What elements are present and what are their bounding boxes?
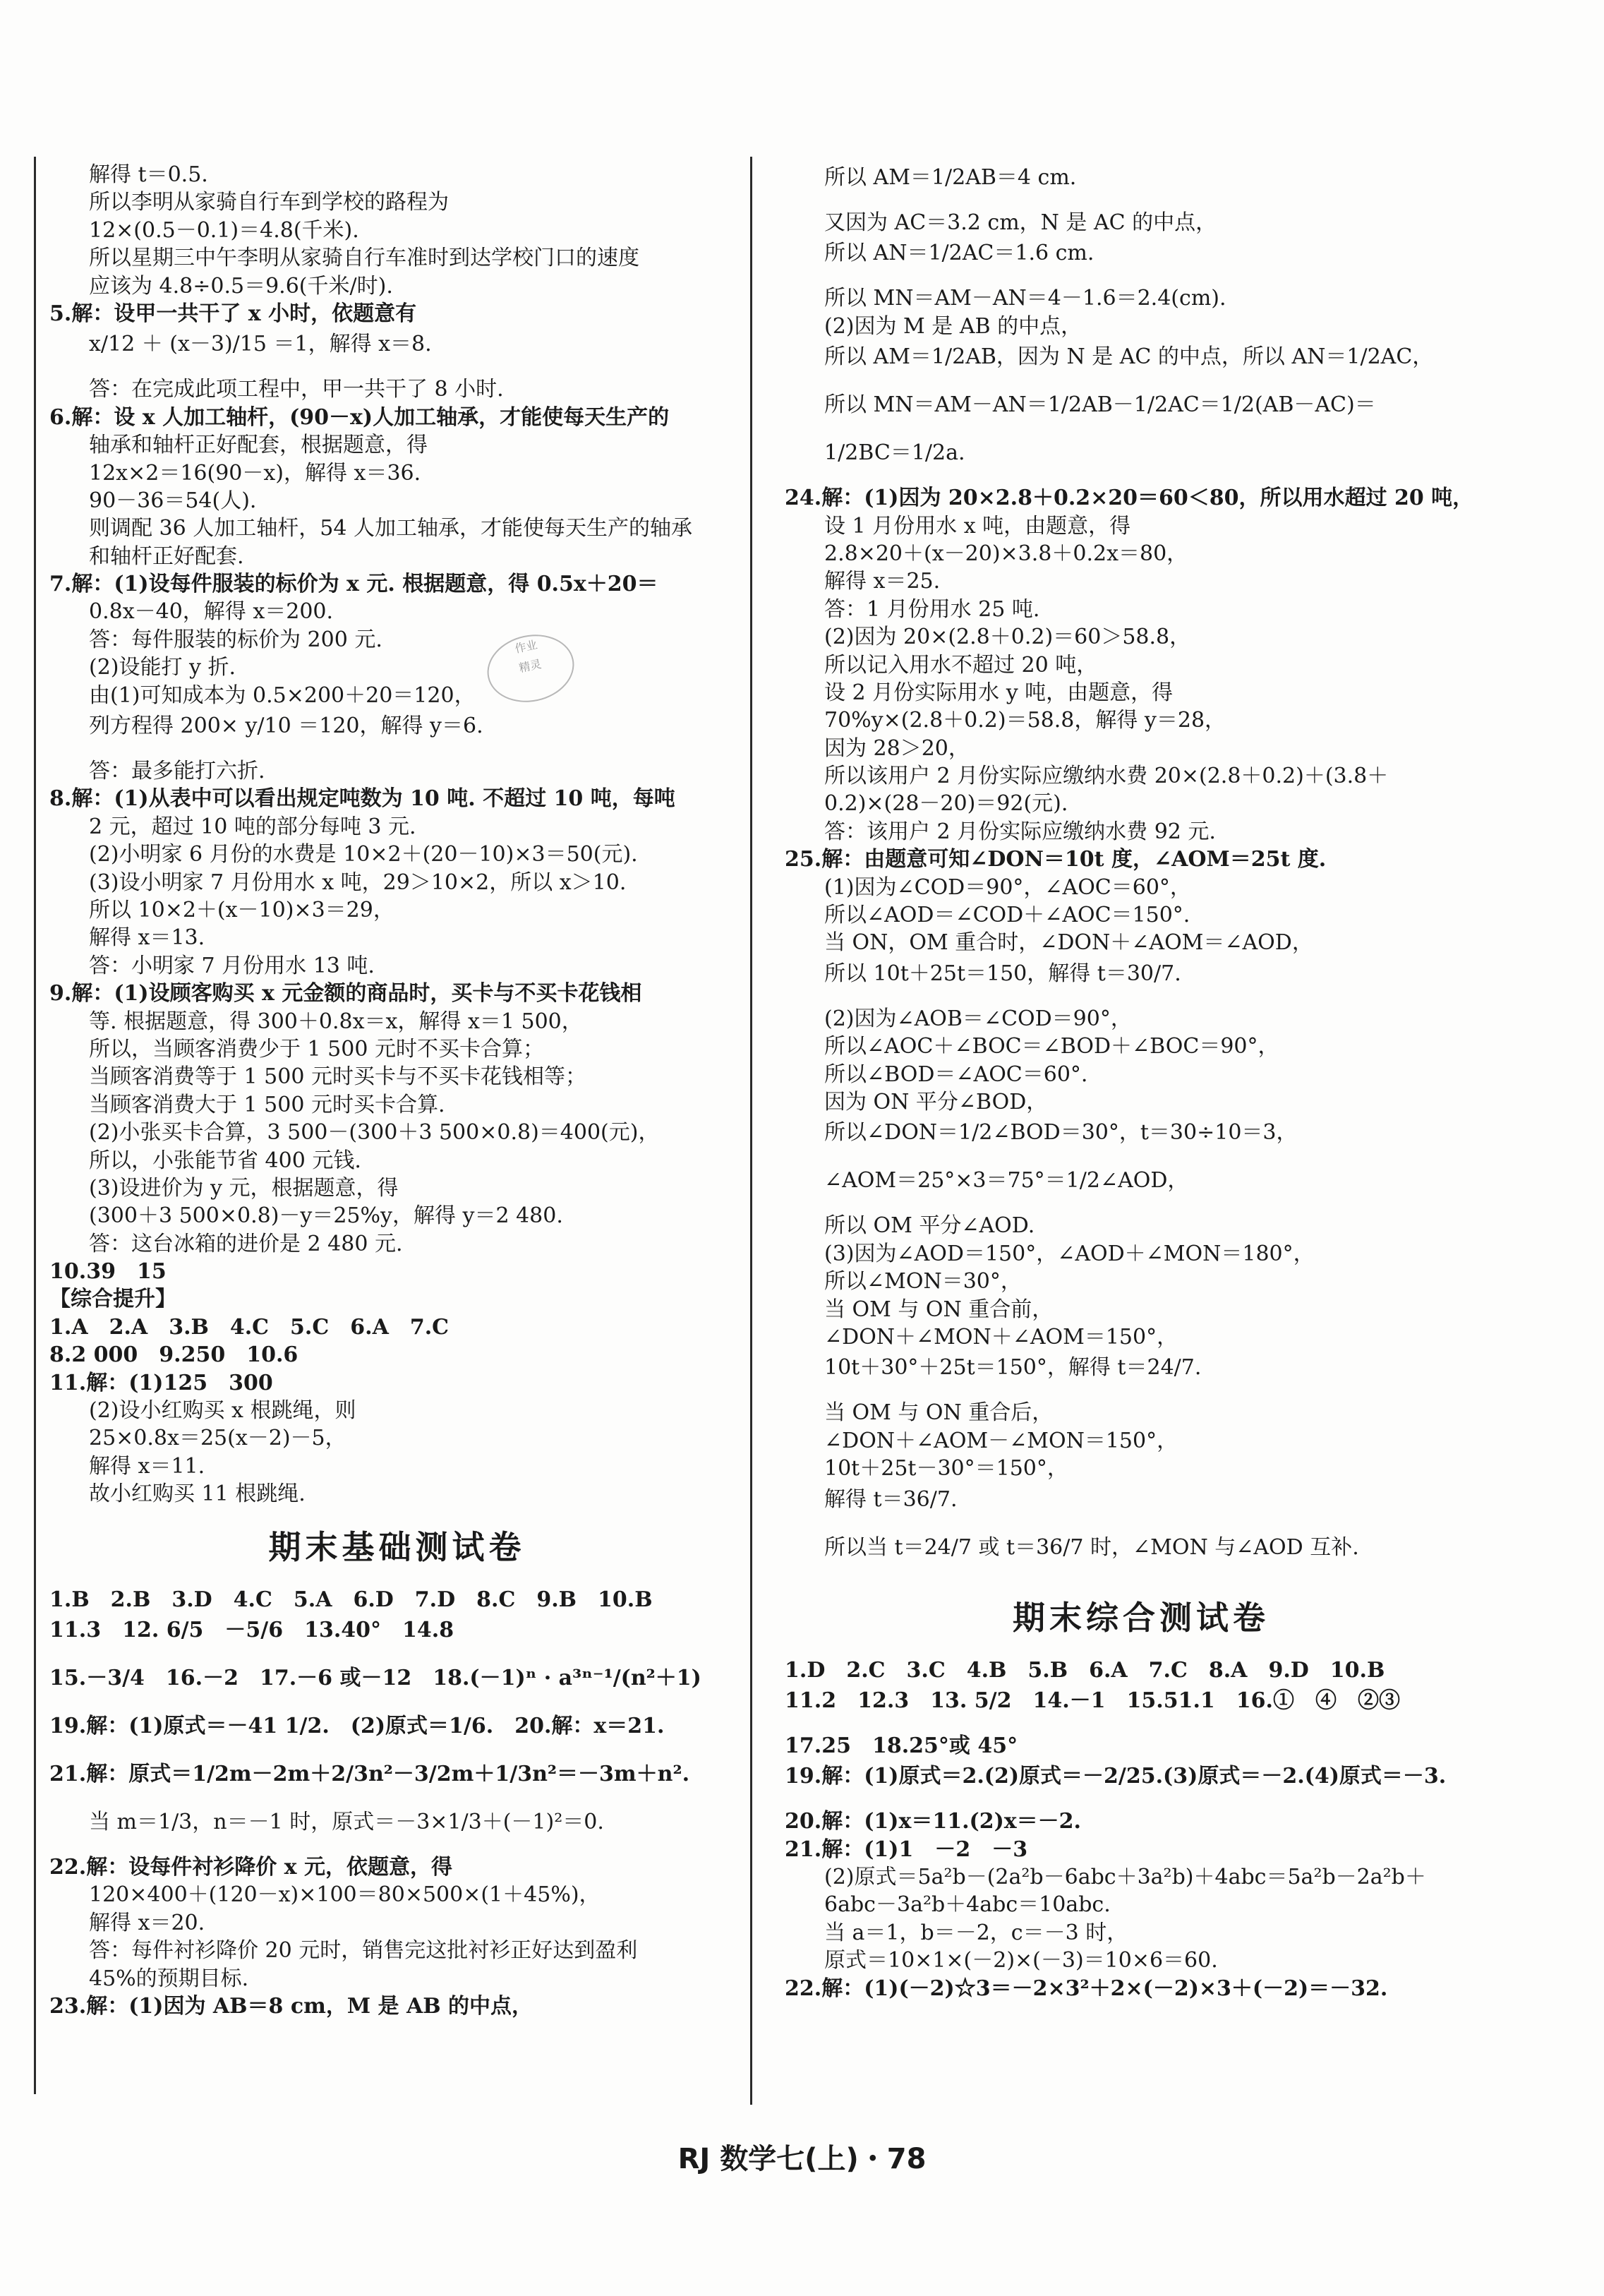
- text-line: 由(1)可知成本为 0.5×200＋20＝120，: [89, 683, 476, 708]
- text-line: 所以∠AOC＋∠BOC＝∠BOD＋∠BOC＝90°，: [824, 1034, 1279, 1059]
- page-footer: RJ 数学七(上)・78: [677, 2143, 927, 2175]
- text-line: 所以 MN＝AM－AN＝1/2AB－1/2AC＝1/2(AB－AC)＝: [824, 392, 1376, 418]
- text-line: 70%y×(2.8＋0.2)＝58.8，解得 y＝28，: [824, 708, 1226, 733]
- text-line: 0.2)×(28－20)＝92(元).: [824, 791, 1068, 817]
- text-line: (2)原式＝5a²b－(2a²b－6abc＋3a²b)＋4abc＝5a²b－2a²b＋: [824, 1865, 1426, 1890]
- text-line: 又因为 AC＝3.2 cm，N 是 AC 的中点，: [824, 210, 1217, 235]
- text-line: 所以 10×2＋(x－10)×3＝29，: [89, 897, 394, 922]
- text-line: 0.8x－40，解得 x＝200.: [89, 599, 334, 625]
- text-line: ∠AOM＝25°×3＝75°＝1/2∠AOD，: [824, 1168, 1189, 1194]
- text-line: 120×400＋(120－x)×100＝80×500×(1＋45%)，: [89, 1882, 601, 1908]
- text-line: 所以 MN＝AM－AN＝4－1.6＝2.4(cm).: [824, 286, 1226, 311]
- text-line: (3)因为∠AOD＝150°，∠AOD＋∠MON＝180°，: [824, 1241, 1315, 1266]
- text-line: 因为 28＞20，: [824, 735, 970, 761]
- text-line: 10.39 15: [49, 1259, 167, 1285]
- text-line: 10t＋30°＋25t＝150°，解得 t＝24/7.: [824, 1355, 1202, 1381]
- text-line: 当 ON，OM 重合时，∠DON＋∠AOM＝∠AOD，: [824, 930, 1313, 956]
- text-line: 当 OM 与 ON 重合前，: [824, 1297, 1054, 1322]
- text-line: 答：在完成此项工程中，甲一共干了 8 小时.: [89, 377, 504, 402]
- text-line: 45%的预期目标.: [89, 1966, 249, 1991]
- text-line: 所以∠MON＝30°，: [824, 1269, 1022, 1294]
- text-line: 答：1 月份用水 25 吨.: [824, 596, 1040, 622]
- text-line: 解得 t＝0.5.: [89, 162, 208, 187]
- text-line: 所以该用户 2 月份实际应缴纳水费 20×(2.8＋0.2)＋(3.8＋: [824, 764, 1389, 789]
- text-line: 1.D 2.C 3.C 4.B 5.B 6.A 7.C 8.A 9.D 10.B: [785, 1657, 1385, 1683]
- text-line: 1.B 2.B 3.D 4.C 5.A 6.D 7.D 8.C 9.B 10.B: [49, 1587, 653, 1612]
- text-line: 所以，小张能节省 400 元钱.: [89, 1148, 361, 1173]
- text-line: 22.解：(1)(－2)☆3＝－2×3²＋2×(－2)×3＋(－2)＝－32.: [785, 1976, 1388, 2001]
- text-line: 90－36＝54(人).: [89, 488, 257, 513]
- text-line: 5.解：设甲一共干了 x 小时，依题意有: [49, 301, 417, 326]
- text-line: (2)小张买卡合算，3 500－(300＋3 500×0.8)＝400(元)，: [89, 1120, 660, 1146]
- text-line: 21.解：(1)1 －2 －3: [785, 1837, 1028, 1862]
- text-line: 解得 t＝36/7.: [824, 1486, 958, 1512]
- text-line: 答：这台冰箱的进价是 2 480 元.: [89, 1231, 403, 1256]
- text-line: 25.解：由题意可知∠DON＝10t 度，∠AOM＝25t 度.: [785, 847, 1327, 872]
- text-line: 设 2 月份实际用水 y 吨，由题意，得: [824, 680, 1174, 705]
- text-line: (2)设能打 y 折.: [89, 655, 236, 680]
- text-line: 22.解：设每件衬衫降价 x 元，依题意，得: [49, 1854, 452, 1880]
- text-line: 当顾客消费等于 1 500 元时买卡与不买卡花钱相等；: [89, 1064, 586, 1090]
- text-line: 因为 ON 平分∠BOD，: [824, 1089, 1048, 1114]
- text-line: 当 a＝1，b＝－2，c＝－3 时，: [824, 1920, 1128, 1945]
- text-line: 12×(0.5－0.1)＝4.8(千米).: [89, 217, 359, 243]
- text-line: 6abc－3a²b＋4abc＝10abc.: [824, 1892, 1111, 1918]
- text-line: 轴承和轴杆正好配套，根据题意，得: [89, 433, 428, 458]
- text-line: 答：每件衬衫降价 20 元时，销售完这批衬衫正好达到盈利: [89, 1938, 638, 1964]
- text-line: 所以星期三中午李明从家骑自行车准时到达学校门口的速度: [89, 246, 639, 271]
- text-line: (2)设小红购买 x 根跳绳，则: [89, 1398, 356, 1424]
- text-line: 故小红购买 11 根跳绳.: [89, 1481, 306, 1507]
- text-line: 所以 AM＝1/2AB＝4 cm.: [824, 165, 1077, 190]
- text-line: 所以李明从家骑自行车到学校的路程为: [89, 190, 449, 215]
- section-heading: 期末基础测试卷: [268, 1527, 526, 1566]
- text-line: 则调配 36 人加工轴杆，54 人加工轴承，才能使每天生产的轴承: [89, 516, 692, 541]
- text-line: 解得 x＝11.: [89, 1453, 205, 1479]
- text-line: 25×0.8x＝25(x－2)－5，: [89, 1426, 346, 1451]
- text-line: 7.解：(1)设每件服装的标价为 x 元. 根据题意，得 0.5x＋20＝: [49, 572, 658, 597]
- text-line: 解得 x＝25.: [824, 569, 941, 594]
- left-column: [49, 161, 744, 2020]
- text-line: (2)因为 20×(2.8＋0.2)＝60＞58.8，: [824, 625, 1191, 650]
- text-line: (3)设进价为 y 元，根据题意，得: [89, 1175, 399, 1201]
- text-line: 2 元，超过 10 吨的部分每吨 3 元.: [89, 814, 416, 839]
- text-line: 所以∠DON＝1/2∠BOD＝30°，t＝30÷10＝3，: [824, 1120, 1298, 1146]
- text-line: 所以，当顾客消费少于 1 500 元时不买卡合算；: [89, 1036, 544, 1062]
- text-line: 答：最多能打六折.: [89, 759, 265, 784]
- text-line: 2.8×20＋(x－20)×3.8＋0.2x＝80，: [824, 541, 1188, 566]
- right-column: [785, 161, 1497, 2002]
- text-line: 9.解：(1)设顾客购买 x 元金额的商品时，买卡与不买卡花钱相: [49, 981, 642, 1006]
- text-line: 19.解：(1)原式＝2.(2)原式＝－2/25.(3)原式＝－2.(4)原式＝－3.: [785, 1764, 1447, 1789]
- text-line: 12x×2＝16(90－x)，解得 x＝36.: [89, 460, 421, 486]
- text-line: 11.2 12.3 13. 5/2 14.－1 15.51.1 16.① ④ ②③: [785, 1688, 1400, 1713]
- section-heading: 期末综合测试卷: [1013, 1598, 1270, 1637]
- text-line: (2)小明家 6 月份的水费是 10×2＋(20－10)×3＝50(元).: [89, 842, 638, 867]
- text-line: 解得 x＝13.: [89, 925, 205, 951]
- column-divider: [750, 157, 752, 2105]
- stamp-text-top: 作业: [513, 637, 539, 656]
- text-line: 11.解：(1)125 300: [49, 1370, 273, 1395]
- text-line: 答：每件服装的标价为 200 元.: [89, 627, 382, 652]
- text-line: 当顾客消费大于 1 500 元时买卡合算.: [89, 1092, 445, 1117]
- text-line: 11.3 12. 6/5 －5/6 13.40° 14.8: [49, 1617, 454, 1642]
- text-line: 所以 OM 平分∠AOD.: [824, 1213, 1035, 1239]
- text-line: 列方程得 200× y/10 ＝120，解得 y＝6.: [89, 714, 483, 739]
- text-line: 10t＋25t－30°＝150°，: [824, 1456, 1068, 1481]
- text-line: x/12 ＋ (x－3)/15 ＝1，解得 x＝8.: [89, 332, 432, 357]
- text-line: 15.－3/4 16.－2 17.－6 或－12 18.(－1)ⁿ · a³ⁿ⁻¹/(n²＋1): [49, 1665, 701, 1690]
- text-line: 17.25 18.25°或 45°: [785, 1733, 1018, 1758]
- text-line: 1.A 2.A 3.B 4.C 5.C 6.A 7.C: [49, 1314, 450, 1340]
- text-line: (2)因为∠AOB＝∠COD＝90°，: [824, 1006, 1132, 1031]
- text-line: 原式＝10×1×(－2)×(－3)＝10×6＝60.: [824, 1948, 1218, 1973]
- text-line: 21.解：原式＝1/2m－2m＋2/3n²－3/2m＋1/3n²＝－3m＋n².: [49, 1761, 690, 1786]
- text-line: 答：小明家 7 月份用水 13 吨.: [89, 953, 375, 978]
- stamp-text-bottom: 精灵: [517, 656, 543, 675]
- text-line: 解得 x＝20.: [89, 1910, 205, 1935]
- text-line: ∠DON＋∠AOM－∠MON＝150°，: [824, 1428, 1178, 1453]
- text-line: 答：该用户 2 月份实际应缴纳水费 92 元.: [824, 819, 1216, 844]
- text-line: 所以 10t＋25t＝150，解得 t＝30/7.: [824, 961, 1181, 986]
- text-line: 所以 AM＝1/2AB，因为 N 是 AC 的中点，所以 AN＝1/2AC，: [824, 344, 1434, 370]
- text-line: 所以∠AOD＝∠COD＋∠AOC＝150°.: [824, 903, 1190, 928]
- text-line: 8.2 000 9.250 10.6: [49, 1342, 299, 1368]
- text-line: 当 OM 与 ON 重合后，: [824, 1400, 1054, 1426]
- text-line: 23.解：(1)因为 AB＝8 cm，M 是 AB 的中点，: [49, 1993, 533, 2019]
- text-line: (1)因为∠COD＝90°，∠AOC＝60°，: [824, 874, 1191, 900]
- text-line: (300＋3 500×0.8)－y＝25%y，解得 y＝2 480.: [89, 1203, 563, 1229]
- text-line: 所以记入用水不超过 20 吨，: [824, 652, 1098, 678]
- text-line: 6.解：设 x 人加工轴杆，(90－x)人加工轴承，才能使每天生产的: [49, 404, 670, 430]
- text-line: 所以∠BOD＝∠AOC＝60°.: [824, 1062, 1088, 1087]
- text-line: 设 1 月份用水 x 吨，由题意，得: [824, 513, 1131, 539]
- text-line: 19.解：(1)原式＝－41 1/2. (2)原式＝1/6. 20.解：x＝21.: [49, 1713, 665, 1738]
- text-line: (3)设小明家 7 月份用水 x 吨，29＞10×2，所以 x＞10.: [89, 870, 627, 895]
- text-line: 【综合提升】: [49, 1287, 176, 1312]
- left-margin-rule: [34, 157, 36, 2094]
- text-line: 和轴杆正好配套.: [89, 543, 244, 569]
- text-line: ∠DON＋∠MON＋∠AOM＝150°，: [824, 1324, 1178, 1350]
- text-line: 24.解：(1)因为 20×2.8＋0.2×20＝60＜80，所以用水超过 20 吨，: [785, 486, 1474, 511]
- text-line: 8.解：(1)从表中可以看出规定吨数为 10 吨. 不超过 10 吨，每吨: [49, 786, 675, 812]
- text-line: 应该为 4.8÷0.5＝9.6(千米/时).: [89, 273, 393, 299]
- text-line: 20.解：(1)x＝11.(2)x＝－2.: [785, 1809, 1081, 1834]
- text-line: 当 m＝1/3，n＝－1 时，原式＝－3×1/3＋(－1)²＝0.: [89, 1809, 604, 1834]
- text-line: 1/2BC＝1/2a.: [824, 440, 965, 466]
- text-line: 所以当 t＝24/7 或 t＝36/7 时，∠MON 与∠AOD 互补.: [824, 1534, 1359, 1560]
- text-line: 等. 根据题意，得 300＋0.8x＝x，解得 x＝1 500，: [89, 1009, 583, 1034]
- text-line: 所以 AN＝1/2AC＝1.6 cm.: [824, 241, 1095, 266]
- text-line: (2)因为 M 是 AB 的中点，: [824, 313, 1083, 339]
